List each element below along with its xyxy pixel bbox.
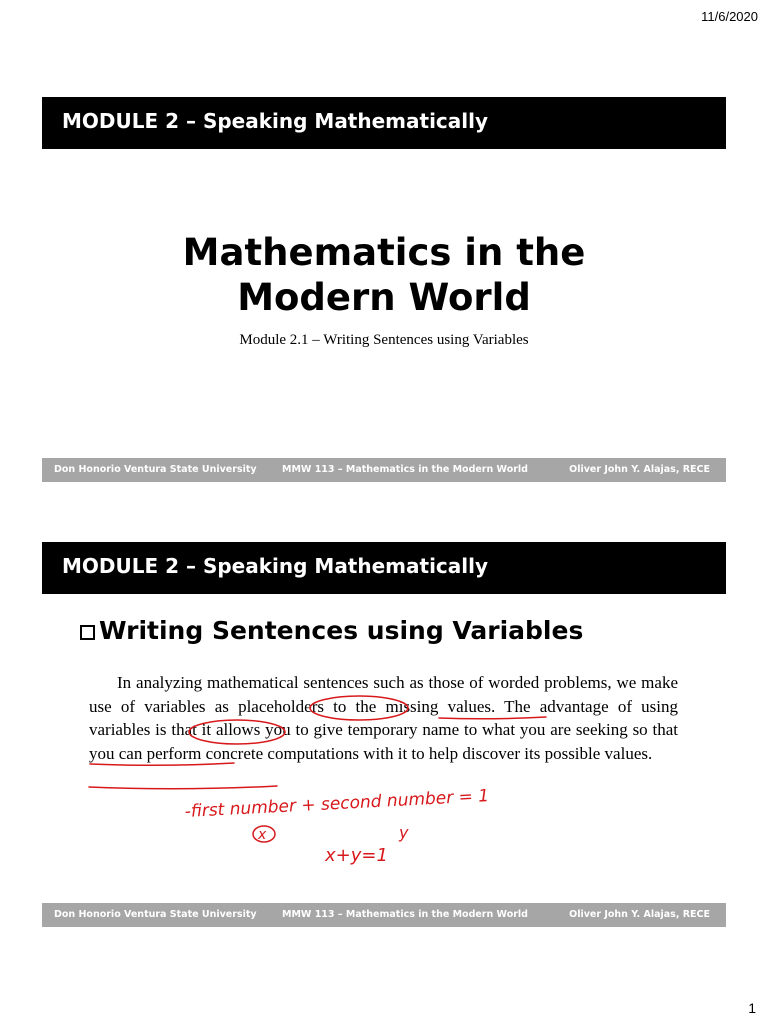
slide-1 (42, 97, 726, 482)
page-number: 1 (748, 1000, 756, 1016)
paragraph-text: to the missing values. The (323, 696, 540, 716)
term-advantage: advantage (539, 696, 609, 716)
module-title-bar: MODULE 2 – Speaking Mathematically (42, 97, 726, 149)
paragraph-text: of using variables is that it allows you to give (89, 696, 678, 739)
paragraph-text: In analyzing mathematical sentences such as those of worded problems, we make use of (89, 673, 678, 716)
checkbox-bullet-icon (80, 625, 95, 640)
slide-footer (42, 903, 726, 927)
slide-2 (42, 542, 726, 927)
section-heading-text: Writing Sentences using Variables (99, 616, 584, 645)
slide-title (42, 230, 726, 320)
body-paragraph (89, 671, 678, 765)
footer-university: Don Honorio Ventura State University (54, 909, 257, 920)
slide-subtitle: Module 2.1 – Writing Sentences using Variables (239, 332, 529, 348)
handwritten-first-second-number: -first number + second number = 1 (184, 786, 490, 822)
footer-course: MMW 113 – Mathematics in the Modern World (282, 464, 528, 475)
page-date: 11/6/2020 (701, 9, 758, 24)
term-variables: variables (144, 696, 206, 716)
underline-concrete-computations (89, 786, 277, 789)
slide-title-line-1: Mathematics in the (182, 231, 586, 274)
footer-author: Oliver John Y. Alajas, RECE (569, 464, 710, 475)
module-title-bar: MODULE 2 – Speaking Mathematically (42, 542, 726, 594)
handwritten-x-mark: x (258, 827, 267, 843)
paragraph-text: with it to help discover its possible values. (359, 743, 653, 763)
paragraph-text: as (205, 696, 239, 716)
slide-title-line-2: Modern World (237, 276, 531, 319)
section-heading (80, 616, 583, 645)
footer-author: Oliver John Y. Alajas, RECE (569, 909, 710, 920)
footer-university: Don Honorio Ventura State University (54, 464, 257, 475)
handwritten-y-mark: y (399, 823, 409, 842)
slide-footer (42, 458, 726, 482)
paragraph-text: to what you are seeking so that you can perform (89, 720, 679, 763)
term-concrete-computations: concrete computations (205, 743, 360, 763)
handwritten-equation: x+y=1 (325, 845, 388, 866)
footer-course: MMW 113 – Mathematics in the Modern World (282, 909, 528, 920)
circle-x-mark (253, 826, 275, 842)
term-placeholders: placeholders (238, 696, 324, 716)
term-temporary-name: temporary name (347, 720, 460, 739)
